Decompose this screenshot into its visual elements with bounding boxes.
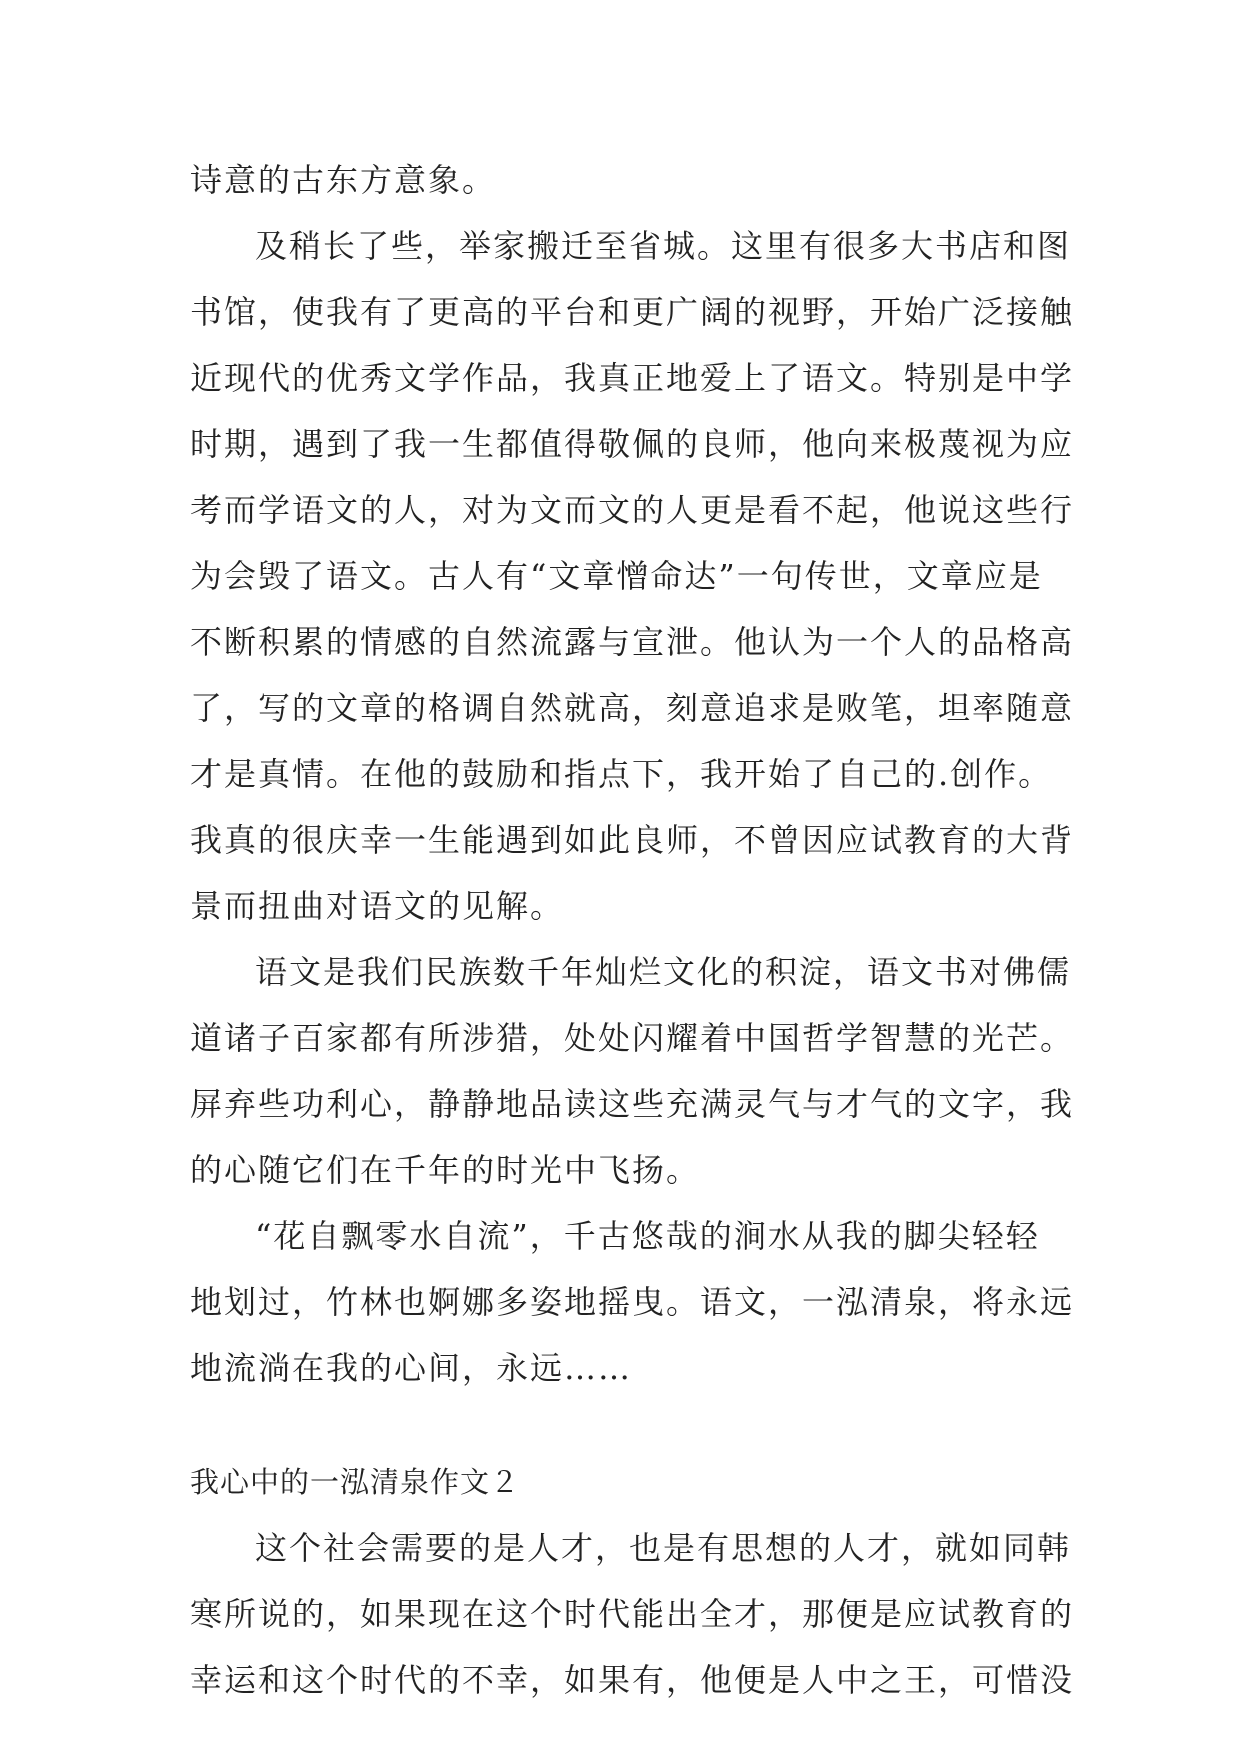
text-line: 时期，遇到了我一生都值得敬佩的良师，他向来极蔑视为应	[190, 425, 1075, 463]
text-line: 地流淌在我的心间，永远……	[190, 1349, 633, 1387]
text-line: 幸运和这个时代的不幸，如果有，他便是人中之王，可惜没	[190, 1661, 1075, 1699]
text-line: 诗意的古东方意象。	[190, 161, 497, 199]
text-line: 屏弃些功利心，静静地品读这些充满灵气与才气的文字，我	[190, 1085, 1075, 1123]
text-line: 为会毁了语文。古人有“文章憎命达”一句传世，文章应是	[190, 557, 1043, 595]
text-line: 近现代的优秀文学作品，我真正地爱上了语文。特别是中学	[190, 359, 1075, 397]
paragraph-first-line: 语文是我们民族数千年灿烂文化的积淀，语文书对佛儒	[255, 953, 1072, 991]
text-line: 道诸子百家都有所涉猎，处处闪耀着中国哲学智慧的光芒。	[190, 1019, 1075, 1057]
text-line: 我真的很庆幸一生能遇到如此良师，不曾因应试教育的大背	[190, 821, 1075, 859]
paragraph-first-line: 及稍长了些，举家搬迁至省城。这里有很多大书店和图	[255, 227, 1072, 265]
text-line: 书馆，使我有了更高的平台和更广阔的视野，开始广泛接触	[190, 293, 1075, 331]
text-line: 了，写的文章的格调自然就高，刻意追求是败笔，坦率随意	[190, 689, 1075, 727]
text-line: 不断积累的情感的自然流露与宣泄。他认为一个人的品格高	[190, 623, 1075, 661]
text-line: 才是真情。在他的鼓励和指点下，我开始了自己的.创作。	[190, 755, 1053, 793]
text-line: 地划过，竹林也婀娜多姿地摇曳。语文，一泓清泉，将永远	[190, 1283, 1075, 1321]
text-line: 的心随它们在千年的时光中飞扬。	[190, 1151, 701, 1189]
section-heading: 我心中的一泓清泉作文２	[190, 1465, 521, 1499]
paragraph-first-line: 这个社会需要的是人才，也是有思想的人才，就如同韩	[255, 1529, 1072, 1567]
text-line: 景而扭曲对语文的见解。	[190, 887, 565, 925]
text-line: 寒所说的，如果现在这个时代能出全才，那便是应试教育的	[190, 1595, 1075, 1633]
paragraph-first-line: “花自飘零水自流”，千古悠哉的涧水从我的脚尖轻轻	[255, 1217, 1040, 1255]
text-line: 考而学语文的人，对为文而文的人更是看不起，他说这些行	[190, 491, 1075, 529]
